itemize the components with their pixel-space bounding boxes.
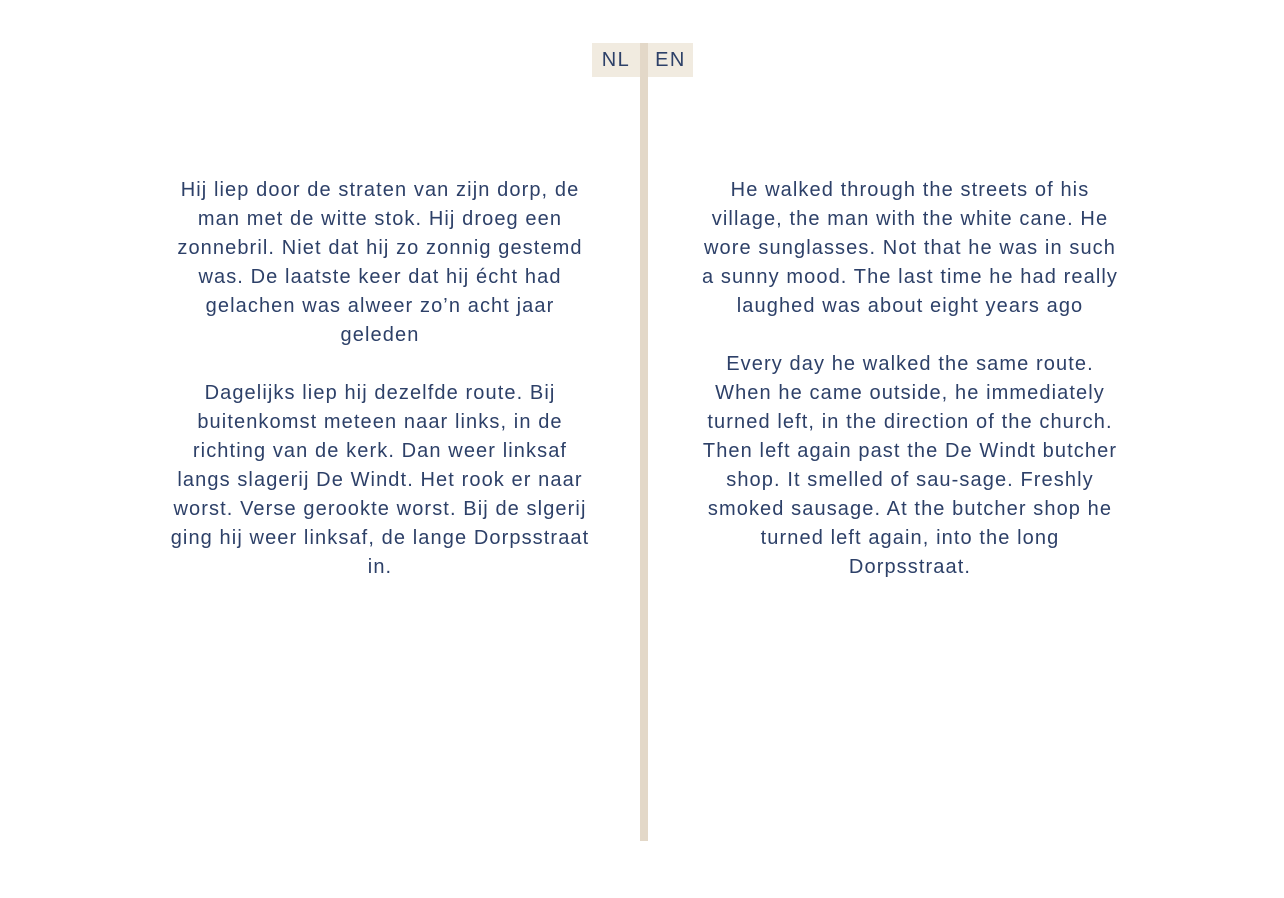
dutch-paragraph-1: Hij liep door de straten van zijn dorp, de man met de witte stok. Hij droeg een zonnebril. Niet dat hij zo zonnig gestemd was. De laatste keer dat hij écht had gelachen was alweer zo’n acht jaar geleden [177, 179, 583, 346]
center-divider [640, 43, 648, 841]
language-tab-nl[interactable]: NL [592, 43, 640, 77]
english-paragraph-1: He walked through the streets of his village, the man with the white cane. He wore sunglasses. Not that he was in such a sunny mood. The last time he had really laughed was about eight years ago [701, 179, 1119, 317]
dutch-text-column [170, 176, 590, 611]
english-text-column [700, 176, 1120, 611]
dutch-paragraph-2: Dagelijks liep hij dezelfde route. Bij buitenkomst meteen naar links, in de richting van de kerk. Dan weer linksaf langs slagerij De Windt. Het rook er naar worst. Verse gerookte worst. Bij de slgerij ging hij weer linksaf, de lange Dorpsstraat in. [170, 382, 590, 578]
english-paragraph-2: Every day he walked the same route. When he came outside, he immediately turned left, in the direction of the church. Then left again past the De Windt butcher shop. It smelled of sau-sage. Freshly smoked sausage. At the butcher shop he turned left again, into the long Dorpsstraat. [702, 353, 1118, 578]
language-tab-en[interactable]: EN [648, 43, 693, 77]
